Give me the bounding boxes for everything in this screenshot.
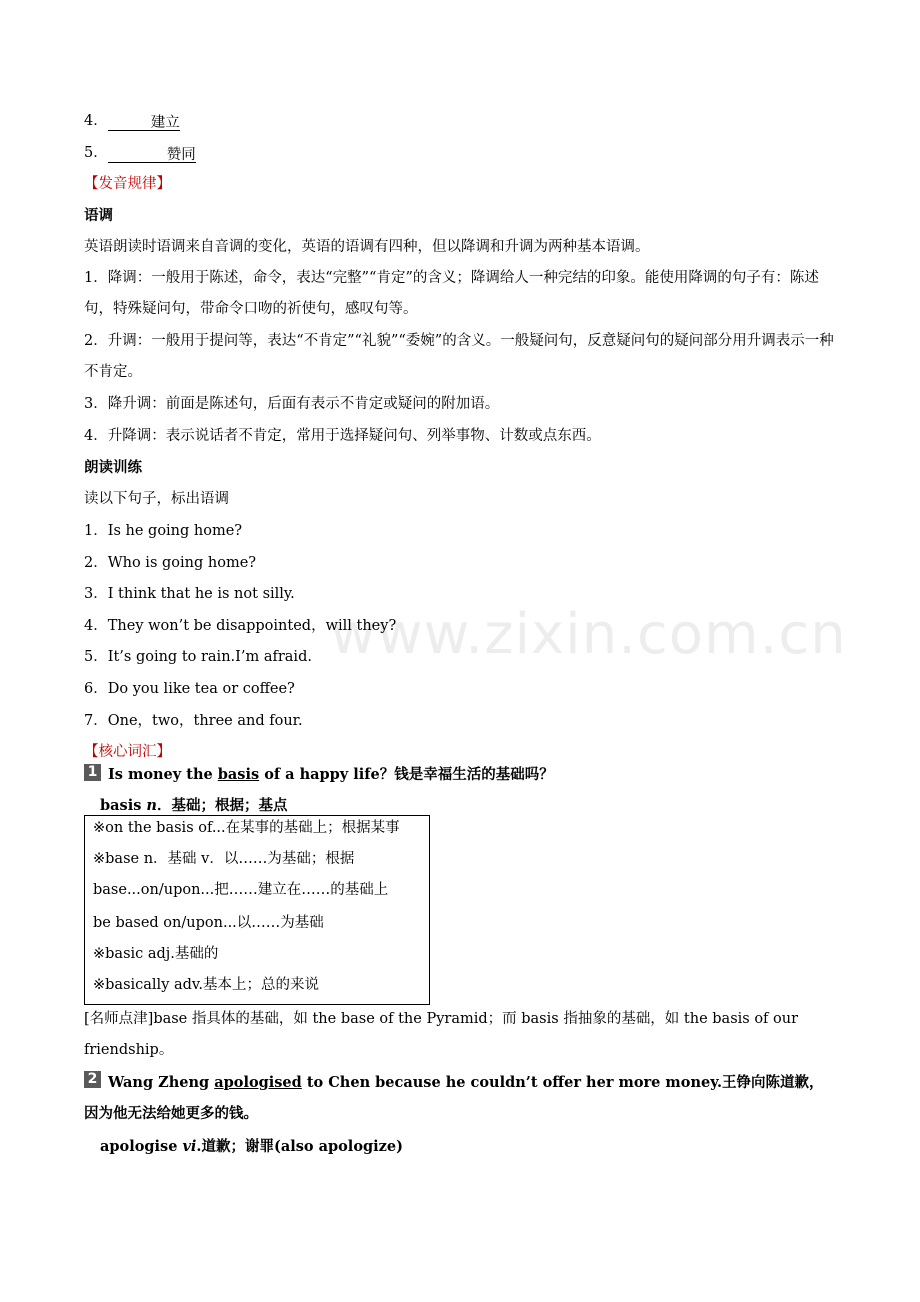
teacher-tip: [名师点津]base 指具体的基础，如 the base of the Pyramid；而 basis 指抽象的基础，如 the basis of our friendship。 — [84, 1011, 799, 1058]
practice-sentence: 6．Do you like tea or coffee? — [84, 681, 295, 697]
item-number-badge: 1 — [84, 764, 101, 781]
item-number-badge: 2 — [84, 1071, 101, 1088]
practice-sentence: 7．One，two，three and four. — [84, 713, 303, 729]
item-number: 5． — [84, 145, 108, 161]
intonation-intro: 英语朗读时语调来自音调的变化，英语的语调有四种，但以降调和升调为两种基本语调。 — [84, 239, 650, 255]
practice-sentence: 3．I think that he is not silly. — [84, 586, 295, 602]
practice-sentence: 2．Who is going home? — [84, 555, 257, 571]
practice-sentence: 1．Is he going home? — [84, 523, 243, 539]
usage-line: ※on the basis of...在某事的基础上；根据某事 — [93, 820, 400, 836]
intonation-rule: 3．降升调：前面是陈述句，后面有表示不肯定或疑问的附加语。 — [84, 396, 500, 412]
vocab-fill-item — [84, 111, 180, 131]
example-sentence: Wang Zheng apologised to Chen because he couldn’t offer her more money.王铮向陈道歉，因为他无法给她更多的钱。 — [84, 1074, 824, 1122]
section-heading-pronunciation: 【发音规律】 — [84, 176, 171, 192]
intonation-rule: 2．升调：一般用于提问等，表达“不肯定”“礼貌”“委婉”的含义。一般疑问句，反意疑问句的疑问部分用升调表示一种不肯定。 — [84, 333, 834, 380]
subheading-intonation: 语调 — [84, 208, 113, 224]
intonation-rule: 1．降调：一般用于陈述，命令，表达“完整”“肯定”的含义；降调给人一种完结的印象。能使用降调的句子有：陈述句，特殊疑问句，带命令口吻的祈使句，感叹句等。 — [84, 270, 819, 317]
practice-instruction: 读以下句子，标出语调 — [84, 491, 229, 507]
watermark: www.zixin.com.cn — [330, 602, 847, 667]
answer-blank: 赞同 — [108, 145, 196, 163]
section-heading-core-vocab: 【核心词汇】 — [84, 744, 171, 760]
word-definition: apologise vi.道歉；谢罪(also apologize) — [100, 1138, 403, 1155]
usage-line: ※base n．基础 v．以……为基础；根据 — [93, 851, 355, 867]
example-sentence: Is money the basis of a happy life？钱是幸福生活的基础吗？ — [108, 766, 554, 783]
word-definition: basis n．基础；根据；基点 — [100, 797, 288, 814]
usage-line: base...on/upon...把……建立在……的基础上 — [93, 882, 389, 898]
practice-sentence: 5．It’s going to rain.I’m afraid. — [84, 649, 312, 665]
intonation-rule: 4．升降调：表示说话者不肯定，常用于选择疑问句、列举事物、计数或点东西。 — [84, 428, 601, 444]
item-number: 4． — [84, 113, 108, 129]
vocab-fill-item — [84, 143, 196, 163]
word-usage-box — [84, 815, 430, 1005]
subheading-practice: 朗读训练 — [84, 460, 142, 476]
keyword: apologised — [214, 1074, 302, 1091]
usage-line: ※basic adj.基础的 — [93, 946, 219, 962]
usage-line: be based on/upon...以……为基础 — [93, 915, 324, 931]
practice-sentence: 4．They won’t be disappointed，will they? — [84, 618, 397, 634]
usage-line: ※basically adv.基本上；总的来说 — [93, 977, 320, 993]
answer-blank: 建立 — [108, 113, 180, 131]
keyword: basis — [217, 766, 260, 783]
